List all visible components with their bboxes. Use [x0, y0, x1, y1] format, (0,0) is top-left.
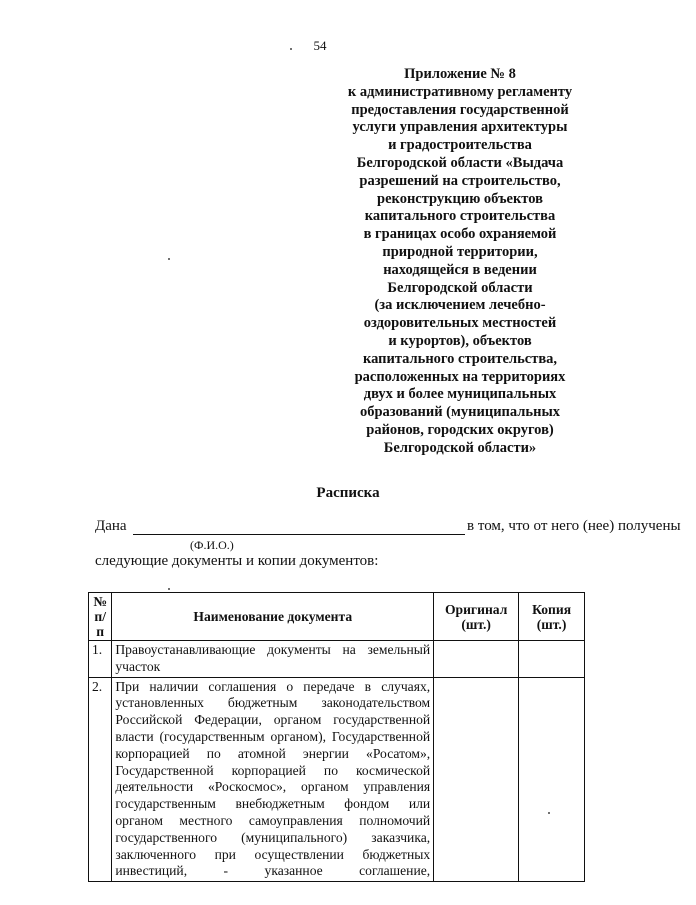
appendix-line: капитального строительства — [364, 208, 556, 225]
appendix-line: услуги управления архитектуры — [352, 119, 568, 136]
scan-speck — [168, 588, 170, 590]
appendix-line: находящейся в ведении — [383, 261, 537, 278]
table-row — [89, 641, 585, 678]
header-copy: Копия (шт.) — [519, 593, 585, 641]
appendix-line: предоставления государственной — [351, 101, 569, 118]
appendix-line: в границах особо охраняемой — [363, 226, 557, 243]
fio-caption: (Ф.И.О.) — [190, 538, 234, 552]
scan-speck — [168, 258, 170, 260]
appendix-line: районов, городских округов) — [366, 421, 554, 438]
appendix-line: капитального строительства, — [362, 350, 558, 367]
appendix-line: Белгородской области — [387, 279, 533, 296]
header-original: Оригинал (шт.) — [434, 593, 519, 641]
appendix-line: оздоровительных местностей — [363, 315, 557, 332]
row-num: 1. — [89, 641, 112, 678]
row-original-count[interactable] — [434, 641, 519, 678]
appendix-line: двух и более муниципальных — [363, 386, 557, 403]
header-name: Наименование документа — [112, 593, 434, 641]
appendix-line: и курортов), объектов — [388, 332, 532, 349]
given-label: Дана — [95, 518, 127, 534]
fio-blank-field[interactable] — [133, 534, 465, 535]
header-num: № п/п — [89, 593, 112, 641]
documents-table — [88, 592, 585, 882]
appendix-line: реконструкцию объектов — [377, 190, 543, 207]
row-copy-count[interactable] — [519, 641, 585, 678]
appendix-line: природной территории, — [382, 243, 538, 260]
row-num: 2. — [89, 677, 112, 882]
scan-speck — [290, 48, 292, 50]
given-rest-text: в том, что от него (нее) получены — [467, 518, 681, 534]
appendix-line: (за исключением лечебно- — [374, 297, 546, 314]
appendix-line: Приложение № 8 — [404, 66, 516, 82]
table-header-row — [89, 593, 585, 641]
appendix-line: расположенных на территориях — [354, 368, 566, 385]
appendix-line: образований (муниципальных — [359, 404, 561, 421]
row-original-count[interactable] — [434, 677, 519, 882]
document-title: Расписка — [316, 485, 380, 501]
appendix-line: и градостроительства — [388, 137, 532, 154]
row-copy-count[interactable] — [519, 677, 585, 882]
scan-speck — [548, 812, 550, 814]
row-document-name: Правоустанавливающие документы на земельный участок — [112, 641, 434, 678]
appendix-line: к административному регламенту — [347, 83, 573, 100]
documents-intro-text: следующие документы и копии документов: — [95, 553, 379, 569]
table-row — [89, 677, 585, 882]
page-number: 54 — [313, 38, 327, 53]
appendix-line: разрешений на строительство, — [359, 172, 561, 189]
appendix-header — [330, 66, 590, 458]
appendix-line: Белгородской области» — [383, 439, 537, 456]
row-document-name: При наличии соглашения о передаче в случаях, установленных бюджетным законодательством Российской Федерации, органом государственной власти (государственным органом), Государственной корпорацией по атомной энергии «Росатом», Государственной корпорацией по космической деятельности «Роскосмос», органом управления государственным внебюджетным фондом или органом местного самоуправления полномочий государственного (муниципального) заказчика, заключенного при осуществлении бюджетных инвестиций, - указанное соглашение, — [112, 677, 434, 882]
appendix-line: Белгородской области «Выдача — [356, 154, 564, 171]
